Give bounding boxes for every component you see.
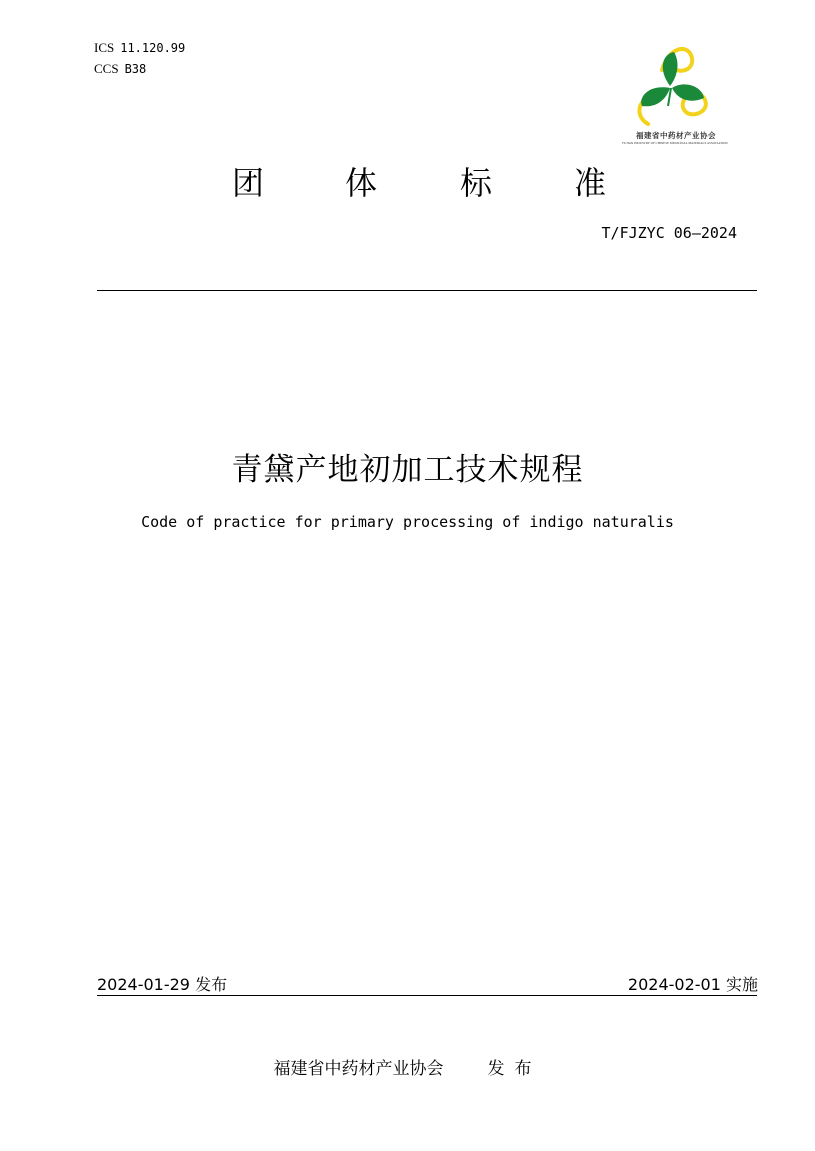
ics-label: ICS: [94, 40, 115, 55]
standard-type-char: 体: [345, 164, 378, 202]
ccs-line: [94, 61, 146, 77]
ccs-code: B38: [124, 62, 147, 76]
ccs-label: CCS: [94, 61, 119, 76]
publish-action: 发布: [487, 1059, 542, 1079]
logo-name-cn: 福建省中药材产业协会: [636, 131, 716, 140]
standard-type: [0, 158, 815, 202]
effective-date: 2024-02-01 实施: [627, 975, 758, 994]
association-logo: [628, 40, 718, 130]
ics-code: 11.120.99: [120, 41, 186, 55]
footer-divider: [97, 995, 757, 996]
publisher-name: 福建省中药材产业协会: [273, 1059, 444, 1079]
publish-date: 2024-01-29 发布: [97, 975, 228, 994]
standard-type-char: 团: [232, 164, 265, 202]
document-title-cn: 青黛产地初加工技术规程: [231, 452, 584, 488]
standard-number: T/FJZYC 06—2024: [601, 224, 737, 242]
ics-line: [94, 40, 185, 56]
logo-name-en: FUJIAN INDUSTRY OF CHINESE MEDICINAL MATERIALS ASSOCIATION: [622, 141, 728, 145]
three-leaf-logo-icon: [628, 40, 718, 130]
document-title-en: Code of practice for primary processing of indigo naturalis: [141, 513, 674, 531]
standard-type-char: 准: [574, 164, 607, 202]
header-divider: [97, 290, 757, 291]
standard-type-char: 标: [460, 164, 493, 202]
publisher-line: [0, 1054, 815, 1079]
